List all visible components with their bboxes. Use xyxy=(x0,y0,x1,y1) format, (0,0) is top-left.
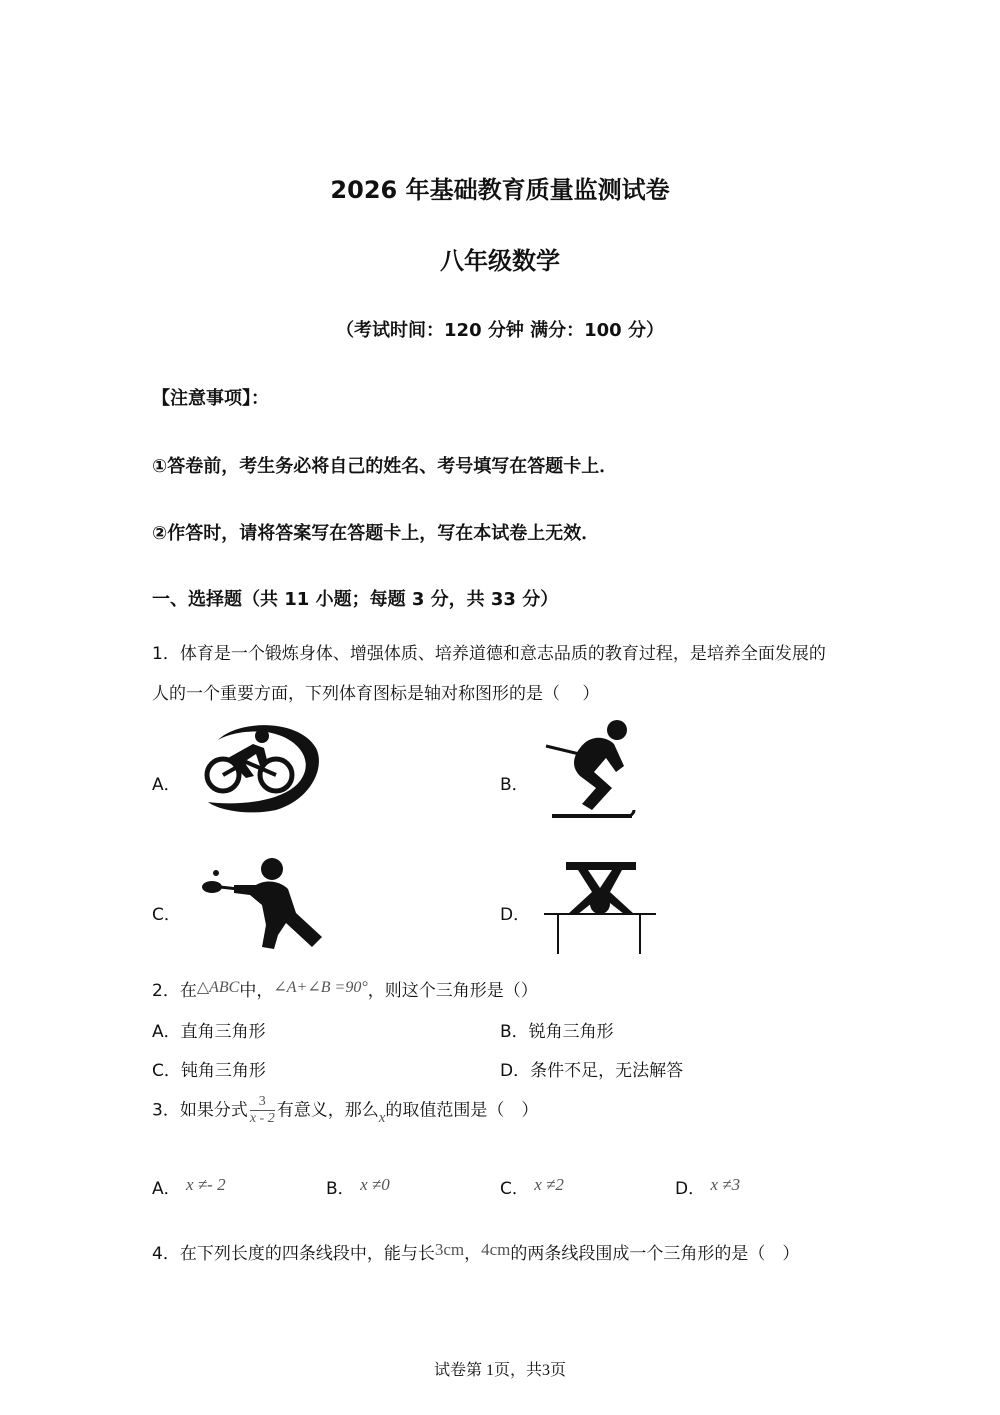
q3-suffix: 的取值范围是（ ） xyxy=(385,1100,539,1121)
q3-option-b: B． x ≠0 xyxy=(326,1175,390,1199)
q2-mid: 中， xyxy=(239,981,274,1001)
page-footer: 试卷第 1页，共3页 xyxy=(433,1362,566,1379)
q3-option-a: A． x ≠- 2 xyxy=(152,1175,226,1199)
q3-option-d: D． x ≠3 xyxy=(675,1175,741,1199)
q1-option-b-label: B． xyxy=(500,775,529,795)
q3-prefix: 3．如果分式 xyxy=(152,1100,248,1121)
q2-prefix: 2．在 xyxy=(152,981,197,1001)
q1-option-a-label: A． xyxy=(152,775,181,795)
q4-prefix: 4．在下列长度的四条线段中，能与长 xyxy=(152,1244,435,1264)
q1-option-d-label: D． xyxy=(500,905,531,925)
note-item-1: ①答卷前，考生务必将自己的姓名、考号填写在答题卡上． xyxy=(152,456,618,477)
q1-option-c-label: C． xyxy=(152,905,181,925)
q4-len1: 3cm xyxy=(434,1240,465,1259)
q2-option-c: C．钝角三角形 xyxy=(152,1061,266,1081)
badminton-icon xyxy=(200,855,330,953)
q2-option-d: D．条件不足，无法解答 xyxy=(500,1061,684,1081)
notes-heading: 【注意事项】： xyxy=(152,388,269,409)
q2-text xyxy=(152,976,538,1001)
q3-option-c: C． x ≠2 xyxy=(500,1175,564,1199)
q2-suffix: ，则这个三角形是（） xyxy=(367,981,538,1001)
q4-text xyxy=(152,1239,799,1264)
q2-option-a: A．直角三角形 xyxy=(152,1022,266,1042)
q4-sep: ， xyxy=(464,1244,482,1264)
q3-mid: 有意义，那么 xyxy=(276,1100,379,1121)
section-heading: 一、选择题（共 11 小题；每题 3 分，共 33 分） xyxy=(152,589,559,610)
exam-info: （考试时间：120 分钟 满分：100 分） xyxy=(336,320,664,341)
q4-suffix: 的两条线段围成一个三角形的是（ ） xyxy=(510,1244,800,1264)
q4-len2: 4cm xyxy=(481,1240,511,1259)
weightlifting-icon xyxy=(544,858,658,956)
q1-text-line2: 人的一个重要方面，下列体育图标是轴对称图形的是（ ） xyxy=(152,684,600,704)
q2-option-b: B．锐角三角形 xyxy=(500,1022,614,1042)
q3-var: x xyxy=(378,1109,386,1126)
cycling-icon xyxy=(198,718,323,816)
q2-condition: ∠A+∠B =90° xyxy=(273,979,368,996)
q1-text-line1: 1．体育是一个锻炼身体、增强体质、培养道德和意志品质的教育过程，是培养全面发展的 xyxy=(152,644,826,664)
note-item-2: ②作答时，请将答案写在答题卡上，写在本试卷上无效． xyxy=(152,523,600,544)
q3-fraction: $\frac{3}{x - 2}$ xyxy=(249,1094,275,1126)
exam-subtitle: 八年级数学 xyxy=(440,247,560,275)
q3-text xyxy=(152,1094,538,1127)
skiing-icon xyxy=(544,718,639,820)
q2-triangle: △ABC xyxy=(196,979,240,996)
exam-title: 2026 年基础教育质量监测试卷 xyxy=(330,176,670,204)
